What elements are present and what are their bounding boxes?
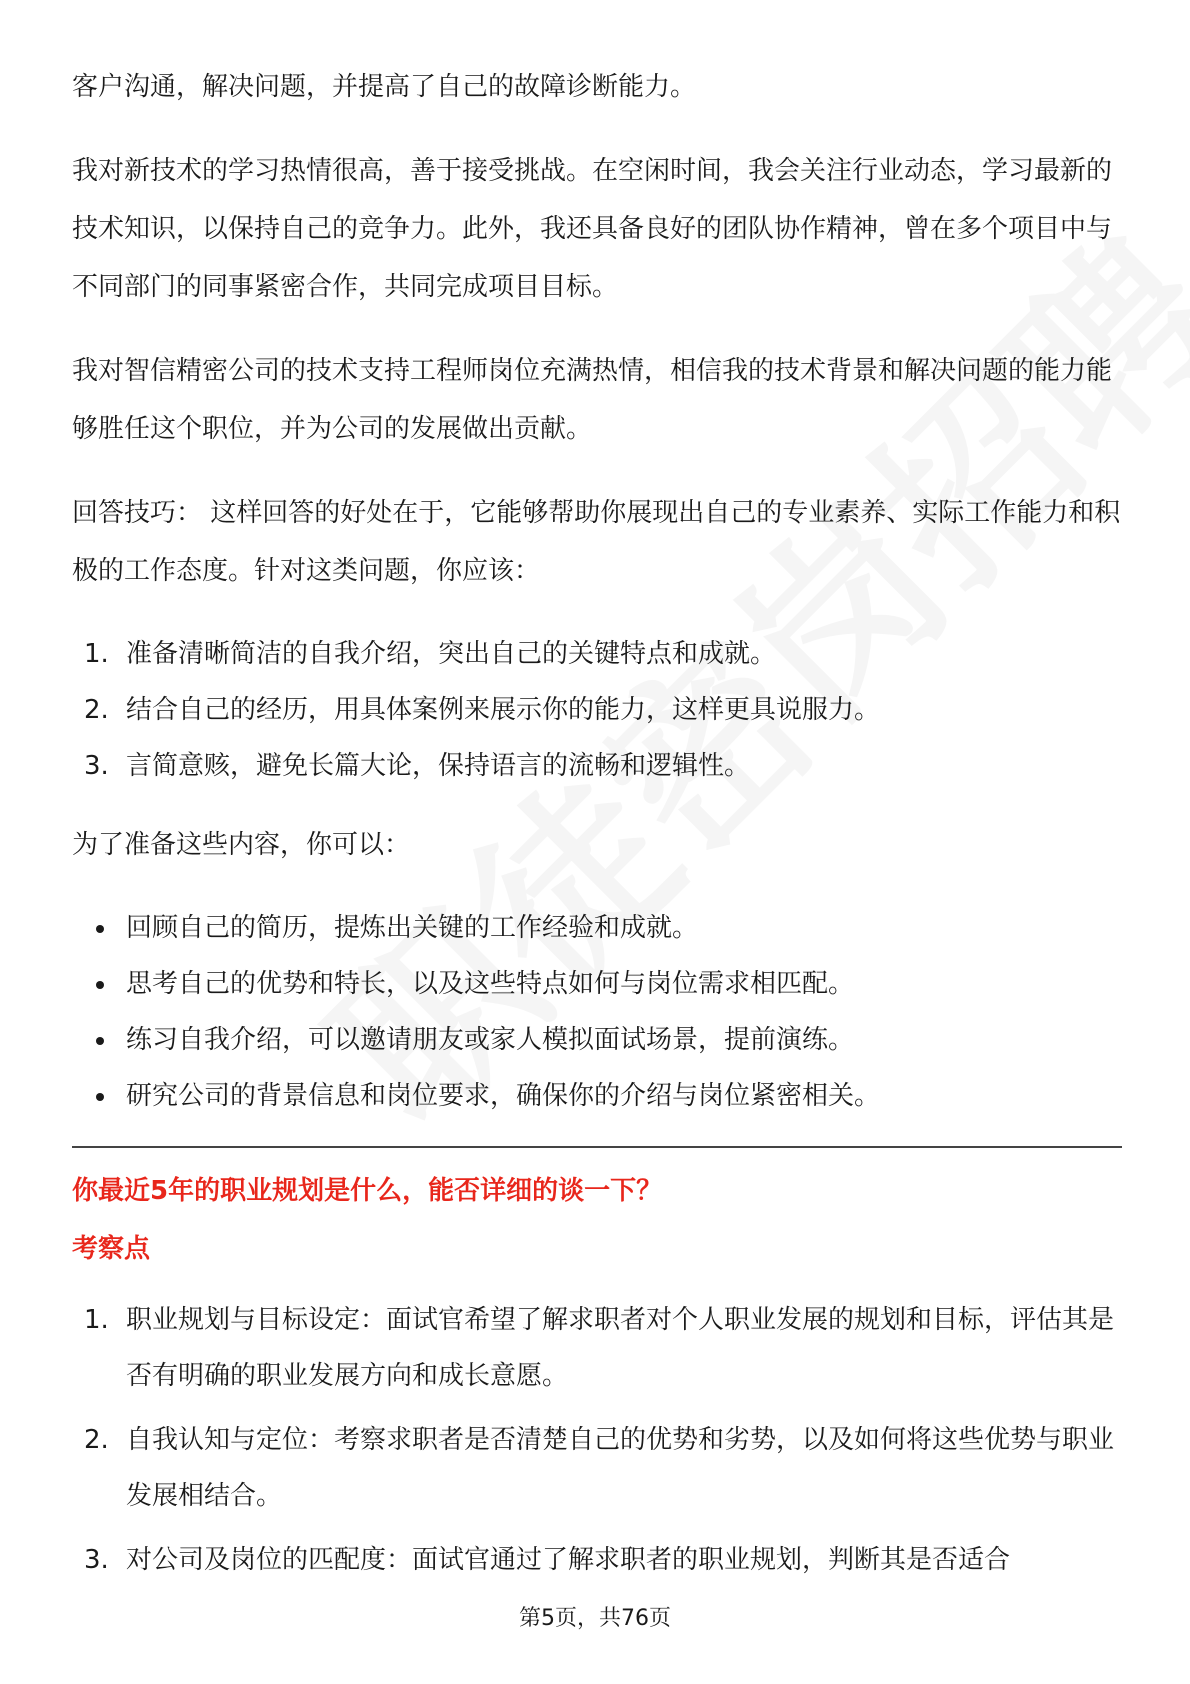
list-item: 回顾自己的简历，提炼出关键的工作经验和成就。 [72, 900, 1122, 956]
list-item: 3. 对公司及岗位的匹配度：面试官通过了解求职者的职业规划，判断其是否适合 [84, 1545, 1011, 1575]
bullet-icon [96, 981, 104, 989]
question-title: 你最近5年的职业规划是什么，能否详细的谈一下？ [72, 1176, 663, 1206]
section-divider [72, 1146, 1122, 1148]
page-footer: 第5页，共76页 [519, 1606, 671, 1631]
answer-tips-paragraph: 回答技巧： 这样回答的好处在于，它能够帮助你展现出自己的专业素养、实际工作能力和积极的工作态度。针对这类问题，你应该： [72, 498, 1121, 586]
bullet-icon [96, 925, 104, 933]
question-subtitle: 考察点 [72, 1234, 151, 1264]
tips-list [72, 626, 1122, 794]
bullet-icon [96, 1037, 104, 1045]
question-points-list [72, 1292, 1122, 1588]
bullet-icon [96, 1093, 104, 1101]
prep-intro: 为了准备这些内容，你可以： [72, 830, 411, 860]
list-item: 1. 准备清晰简洁的自我介绍，突出自己的关键特点和成就。 [84, 639, 777, 669]
list-item: 练习自我介绍，可以邀请朋友或家人模拟面试场景，提前演练。 [72, 1012, 1122, 1068]
list-item: 思考自己的优势和特长，以及这些特点如何与岗位需求相匹配。 [72, 956, 1122, 1012]
list-item: 研究公司的背景信息和岗位要求，确保你的介绍与岗位紧密相关。 [72, 1068, 1122, 1124]
paragraph: 我对智信精密公司的技术支持工程师岗位充满热情，相信我的技术背景和解决问题的能力能够胜任这个职位，并为公司的发展做出贡献。 [72, 356, 1113, 444]
list-item: 1. 职业规划与目标设定：面试官希望了解求职者对个人职业发展的规划和目标，评估其是否有明确的职业发展方向和成长意愿。 [84, 1305, 1115, 1391]
list-item: 2. 自我认知与定位：考察求职者是否清楚自己的优势和劣势，以及如何将这些优势与职业发展相结合。 [84, 1425, 1115, 1511]
prep-list [72, 900, 1122, 1124]
list-item: 2. 结合自己的经历，用具体案例来展示你的能力，这样更具说服力。 [84, 695, 881, 725]
paragraph: 我对新技术的学习热情很高，善于接受挑战。在空闲时间，我会关注行业动态，学习最新的技术知识，以保持自己的竞争力。此外，我还具备良好的团队协作精神，曾在多个项目中与不同部门的同事紧密合作，共同完成项目目标。 [72, 156, 1113, 302]
page-content [72, 58, 1122, 1610]
list-item: 3. 言简意赅，避免长篇大论，保持语言的流畅和逻辑性。 [84, 751, 751, 781]
paragraph: 客户沟通，解决问题，并提高了自己的故障诊断能力。 [72, 72, 697, 102]
